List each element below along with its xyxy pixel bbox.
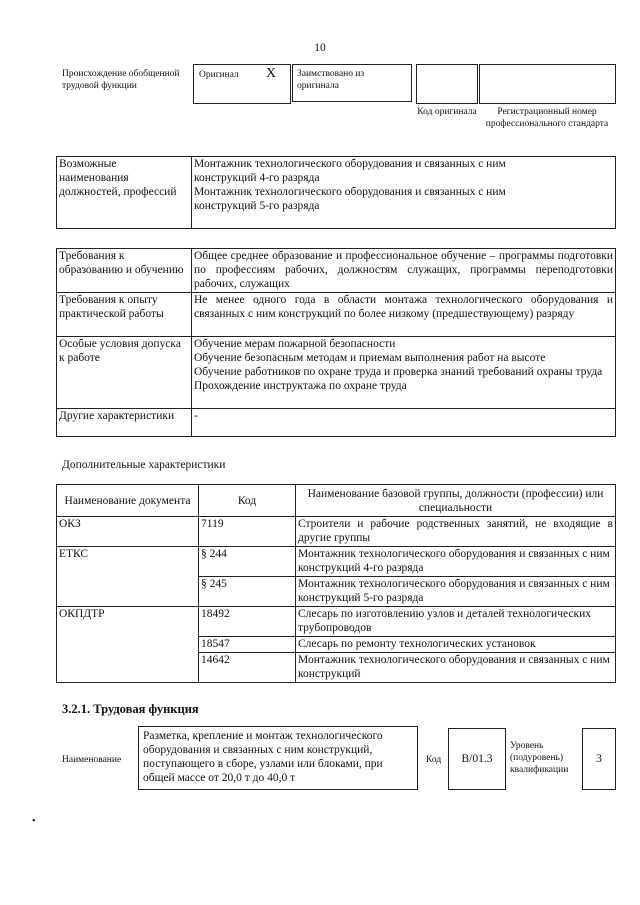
req-conditions-value [192,337,616,409]
req-education-value: Общее среднее образование и профессиональное обучение – программы подготовки по профессиям рабочих, должностям служащих, программы переподготовки рабочих, служащих [192,249,616,293]
row-code: 18492 [199,607,296,637]
row-doc: ОКЗ [57,517,199,547]
header-document: Наименование документа [57,485,199,517]
function-code-label: Код [426,755,442,765]
req-experience-value: Не менее одного года в области монтажа технологического оборудования и связанных с ним конструкций по более низкому (предшествующему) разряду [192,293,616,337]
code-caption: Код оригинала [417,107,477,117]
function-name-value: Разметка, крепление и монтаж технологического оборудования и связанных с ним конструкций, поступающего в сборе, узлами или блоками, при общей массе от 20,0 т до 40,0 т [138,726,418,790]
function-level-label: Уровень (подуровень) квалификации [510,741,569,775]
req-other-value: - [192,409,616,437]
origin-label: Происхождение обобщенной трудовой функции [62,69,180,91]
req-education-label: Требования к образованию и обучению [57,249,192,293]
positions-label: Возможные наименования должностей, профессий [57,157,192,229]
original-label: Оригинал [199,70,239,80]
position-line: Монтажник технологического оборудования и связанных с ним [194,158,506,170]
positions-table [56,156,616,229]
origin-original-cell [193,64,291,104]
condition-line: Обучение работников по охране труда и проверка знаний требований охраны труда [194,366,603,378]
function-heading: 3.2.1. Трудовая функция [62,702,199,716]
position-line: Монтажник технологического оборудования и связанных с ним [194,186,506,198]
original-code-cell [416,64,478,104]
row-code: § 245 [199,577,296,607]
req-experience-label: Требования к опыту практической работы [57,293,192,337]
row-name: Слесарь по изготовлению узлов и деталей технологических трубопроводов [296,607,616,637]
condition-line: Обучение безопасным методам и приемам выполнения работ на высоте [194,352,546,364]
original-mark: X [266,66,277,81]
header-code: Код [199,485,296,517]
condition-line: Прохождение инструктажа по охране труда [194,380,407,392]
footer-mark: • [32,816,36,827]
row-name: Монтажник технологического оборудования и связанных с ним конструкций [296,653,616,683]
row-code: 18547 [199,637,296,653]
position-line: конструкций 5-го разряда [194,200,320,212]
additional-table [56,484,616,683]
position-line: конструкций 4-го разряда [194,172,320,184]
positions-list [192,157,616,229]
borrowed-cell: Заимствовано из оригинала [292,64,412,102]
req-conditions-label: Особые условия допуска к работе [57,337,192,409]
page-number: 10 [314,42,326,54]
condition-line: Обучение мерам пожарной безопасности [194,338,396,350]
row-name: Монтажник технологического оборудования и связанных с ним конструкций 4-го разряда [296,547,616,577]
registration-number-cell [479,64,616,104]
additional-title: Дополнительные характеристики [62,459,226,471]
row-doc: ЕТКС [57,547,199,607]
header-name: Наименование базовой группы, должности (профессии) или специальности [296,485,616,517]
row-name: Слесарь по ремонту технологических установок [296,637,616,653]
row-code: § 244 [199,547,296,577]
requirements-table [56,248,616,437]
row-name: Монтажник технологического оборудования и связанных с ним конструкций 5-го разряда [296,577,616,607]
row-name: Строители и рабочие родственных занятий, не входящие в другие группы [296,517,616,547]
req-other-label: Другие характеристики [57,409,192,437]
row-doc: ОКПДТР [57,607,199,683]
function-code-value: B/01.3 [448,728,506,790]
reg-caption: Регистрационный номер профессионального стандарта [485,107,609,129]
function-name-label: Наименование [62,755,122,765]
function-level-value: 3 [582,728,616,790]
row-code: 14642 [199,653,296,683]
row-code: 7119 [199,517,296,547]
